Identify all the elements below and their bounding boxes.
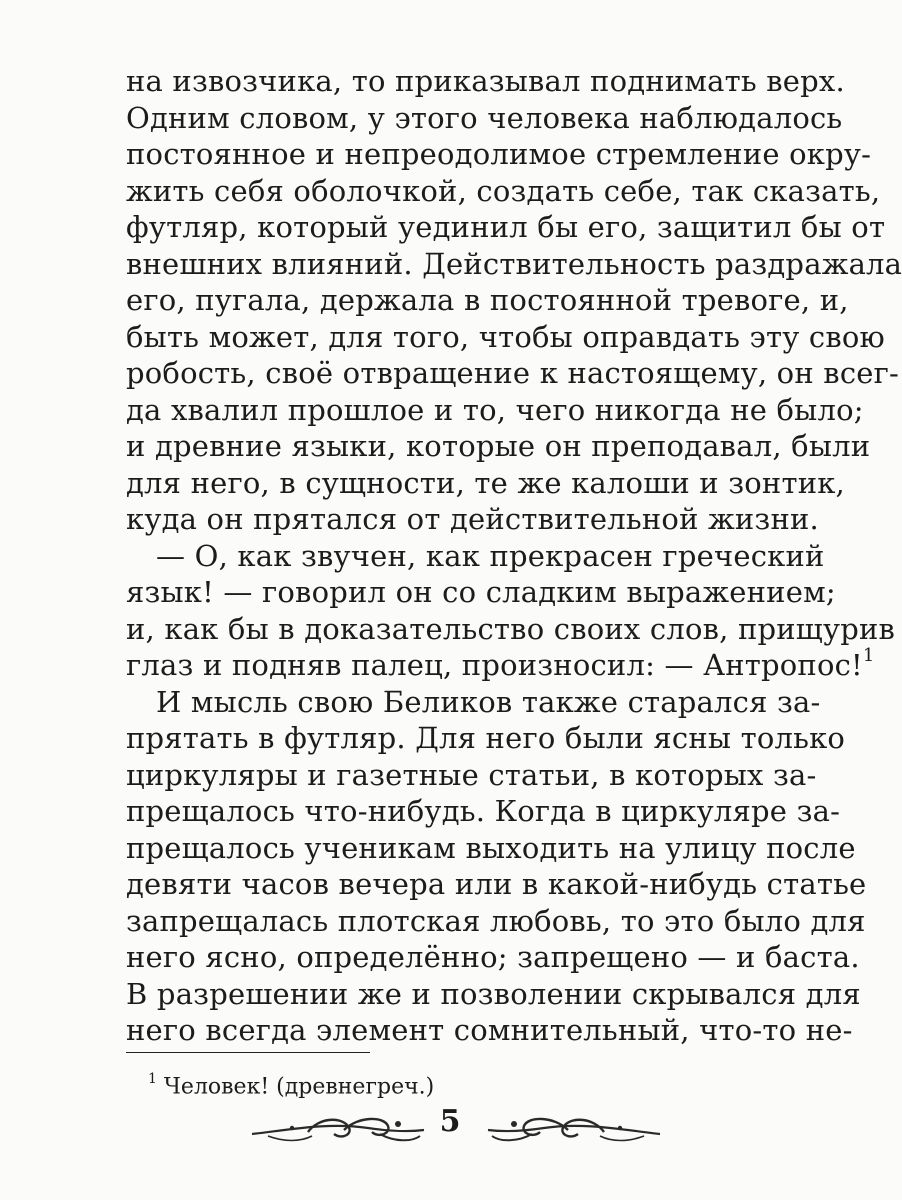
text-line: и древние языки, которые он преподавал, были: [126, 429, 871, 463]
text-line: да хвалил прошлое и то, чего никогда не было;: [126, 392, 864, 427]
footnote-marker: 1: [148, 1071, 157, 1087]
text-line: прятать в футляр. Для него были ясны только: [126, 721, 846, 755]
text-line-content: глаз и подняв палец, произносил: — Антропос!: [126, 648, 863, 682]
text-line: И мысль свою Беликов также старался за-: [156, 684, 821, 719]
flourish-ornament-icon: [484, 1112, 664, 1148]
text-line: девяти часов вечера или в какой-нибудь статье: [126, 867, 867, 901]
footnote-text: Человек! (древнегреч.): [163, 1074, 435, 1100]
text-line: на извозчика, то приказывал поднимать верх.: [126, 64, 845, 98]
text-line: постоянное и непреодолимое стремление окру-: [126, 137, 872, 171]
text-line: него ясно, определённо; запрещено — и баста.: [126, 940, 860, 974]
text-line: В разрешении же и позволении скрывался для: [126, 976, 861, 1011]
text-line: его, пугала, держала в постоянной тревоге, и,: [126, 283, 849, 317]
text-line: куда он прятался от действительной жизни.: [126, 502, 819, 536]
page-number: 5: [439, 1104, 461, 1139]
text-line: и, как бы в доказательство своих слов, прищурив: [126, 611, 896, 646]
text-line: жить себя оболочкой, создать себе, так сказать,: [126, 173, 881, 208]
text-line: для него, в сущности, те же калоши и зонтик,: [126, 465, 845, 500]
text-line: прещалось ученикам выходить на улицу после: [126, 830, 856, 865]
text-line: прещалось что-нибудь. Когда в циркуляре за-: [126, 794, 841, 828]
footnote: [148, 1066, 434, 1102]
footnote-reference: 1: [862, 645, 875, 667]
text-line: [126, 645, 875, 684]
text-line: язык! — говорил он со сладким выражением;: [126, 575, 836, 609]
footnote-separator: [126, 1052, 370, 1053]
text-line: него всегда элемент сомнительный, что-то не-: [126, 1013, 853, 1047]
text-line: циркуляры и газетные статьи, в которых за-: [126, 757, 817, 792]
text-line: быть может, для того, чтобы оправдать эту свою: [126, 319, 885, 354]
text-line: футляр, который уединил бы его, защитил бы от: [126, 210, 886, 244]
text-line: Одним словом, у этого человека наблюдалось: [126, 100, 843, 135]
text-line: — О, как звучен, как прекрасен греческий: [156, 538, 825, 573]
text-line: внешних влияний. Действительность раздражала: [126, 246, 902, 281]
flourish-ornament-icon: [248, 1112, 428, 1148]
text-line: робость, своё отвращение к настоящему, он всег-: [126, 356, 900, 390]
page-footer: [0, 1100, 900, 1164]
text-line: запрещалась плотская любовь, то это было для: [126, 903, 866, 938]
